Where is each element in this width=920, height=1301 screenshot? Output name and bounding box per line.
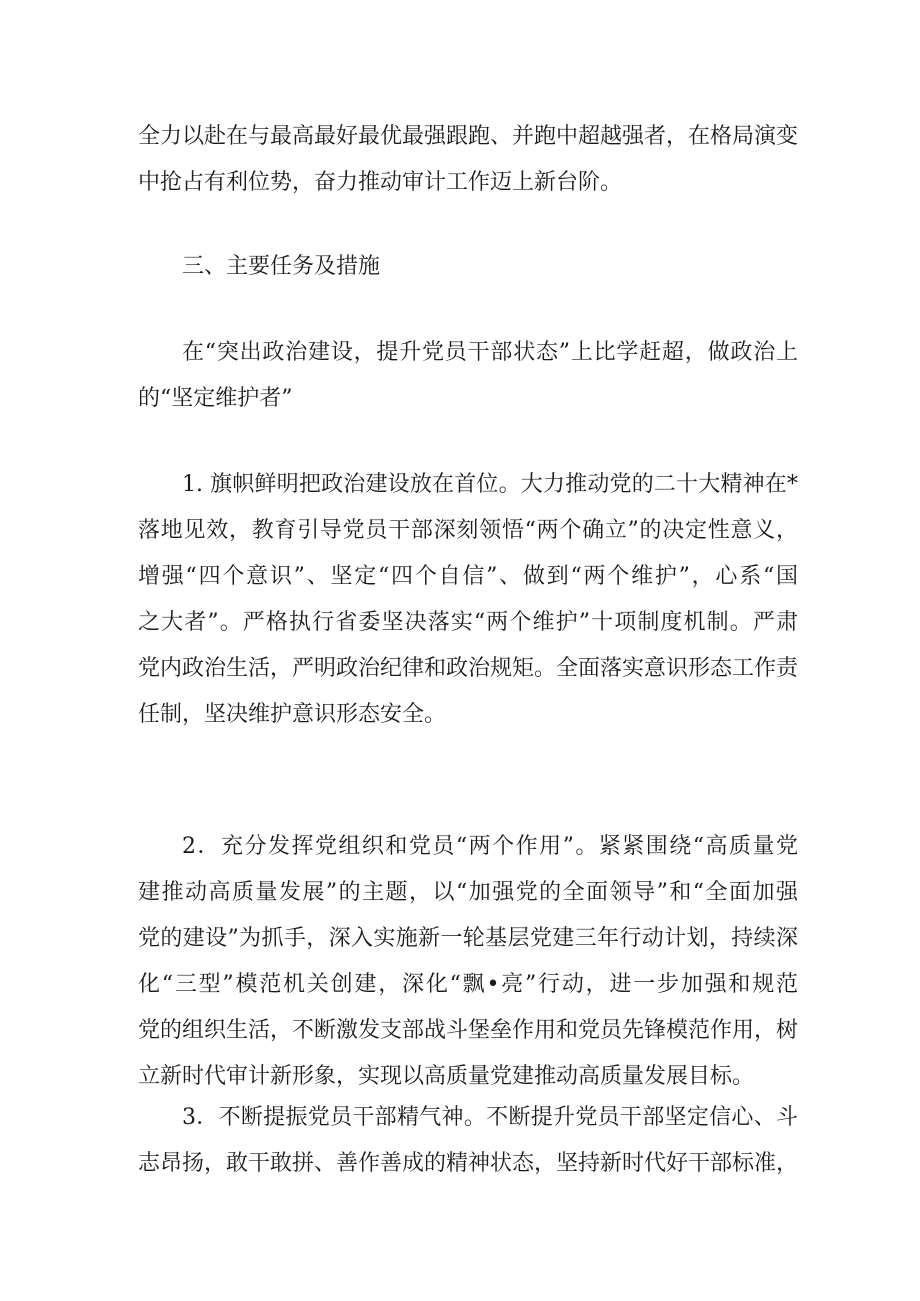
section-heading <box>138 244 798 290</box>
text-line: 任制，坚决维护意识形态安全。 <box>138 702 447 727</box>
text-line: 2．充分发挥党组织和党员“两个作用”。紧紧围绕“高质量党 <box>182 834 798 859</box>
text-line: 增强“四个意识”、坚定“四个自信”、做到“两个维护”，心系“国 <box>138 564 798 589</box>
text-line: 党的组织生活，不断激发支部战斗堡垒作用和党员先锋模范作用，树 <box>138 1018 799 1043</box>
text-line: 志昂扬，敢干敢拼、善作善成的精神状态，坚持新时代好干部标准， <box>138 1151 799 1176</box>
paragraph-intro-continuation <box>138 114 798 206</box>
text-line: 化“三型”模范机关创建，深化“飘•亮”行动，进一步加强和规范 <box>138 972 798 997</box>
text-line: 在“突出政治建设，提升党员干部状态”上比学赶超，做政治上 <box>182 340 798 365</box>
paragraph-item-1 <box>138 462 798 738</box>
text-line: 立新时代审计新形象，实现以高质量党建推动高质量发展目标。 <box>138 1064 755 1089</box>
text-line: 中抢占有利位势，奋力推动审计工作迈上新台阶。 <box>138 170 623 195</box>
paragraph-item-3 <box>138 1095 798 1187</box>
section-heading-text: 三、主要任务及措施 <box>182 254 381 279</box>
text-line: 党的建设”为抓手，深入实施新一轮基层党建三年行动计划，持续深 <box>138 926 798 951</box>
text-line: 的“坚定维护者” <box>138 386 293 411</box>
text-line: 落地见效，教育引导党员干部深刻领悟“两个确立”的决定性意义， <box>138 518 798 543</box>
text-line: 3．不断提振党员干部精气神。不断提升党员干部坚定信心、斗 <box>182 1105 798 1130</box>
paragraph-subheading <box>138 330 798 422</box>
text-line: 建推动高质量发展”的主题，以“加强党的全面领导”和“全面加强 <box>138 880 798 905</box>
text-line: 全力以赴在与最高最好最优最强跟跑、并跑中超越强者，在格局演变 <box>138 124 799 149</box>
text-line: 之大者”。严格执行省委坚决落实“两个维护”十项制度机制。严肃 <box>138 610 798 635</box>
text-line: 1. 旗帜鲜明把政治建设放在首位。大力推动党的二十大精神在* <box>182 472 798 497</box>
text-line: 党内政治生活，严明政治纪律和政治规矩。全面落实意识形态工作责 <box>138 656 799 681</box>
paragraph-item-2 <box>138 824 798 1100</box>
